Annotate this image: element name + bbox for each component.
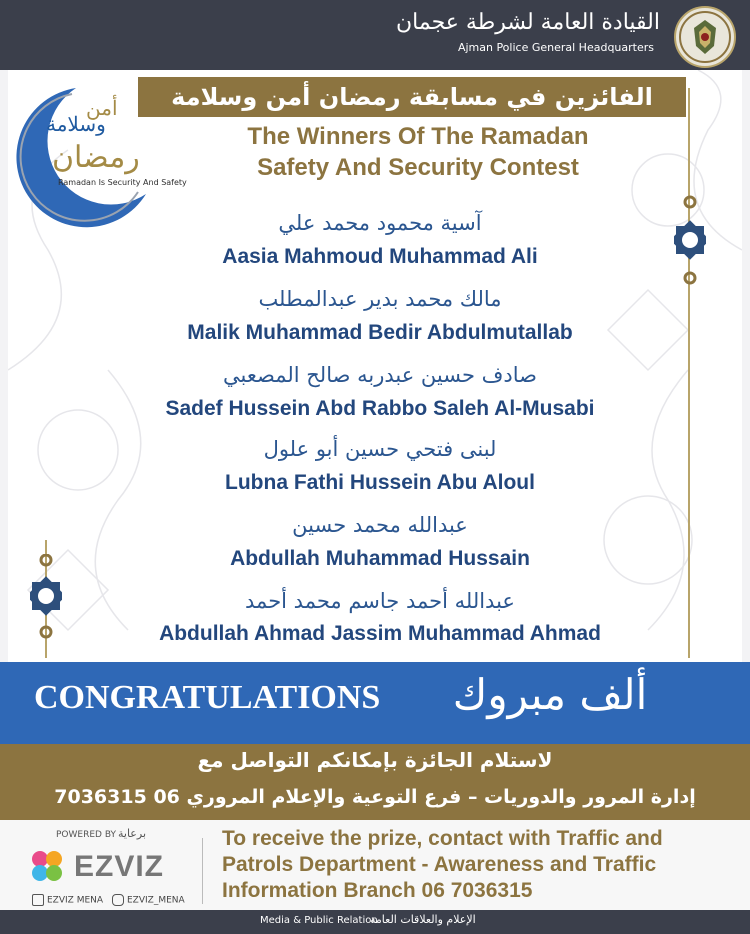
winner-name-en: Abdullah Muhammad Hussain — [230, 547, 530, 570]
contact-line-3: Information Branch 06 7036315 — [222, 879, 533, 902]
winner-name-ar: عبدالله محمد حسين — [292, 513, 468, 537]
footer-text-ar: الإعلام والعلاقات العامة — [370, 913, 476, 926]
winner-name-ar: لبنى فتحي حسين أبو علول — [263, 437, 497, 461]
congratulations-en: CONGRATULATIONS — [34, 679, 381, 716]
instagram-icon — [112, 894, 124, 906]
english-title-line-2: Safety And Security Contest — [257, 154, 579, 181]
english-title — [168, 121, 668, 183]
ornament-right-icon — [674, 194, 706, 286]
powered-by-label-ar: برعاية — [118, 827, 147, 840]
winner-name-en: Lubna Fathi Hussein Abu Aloul — [225, 471, 535, 494]
logo-tagline: Ramadan Is Security And Safety — [58, 178, 187, 187]
logo-text-ar-1: أمن — [86, 96, 118, 120]
winner-name-en: Malik Muhammad Bedir Abdulmutallab — [187, 321, 573, 344]
logo-text-ar-2: وسلامة — [46, 112, 106, 136]
arabic-title-banner: الفائزين في مسابقة رمضان أمن وسلامة — [138, 77, 686, 117]
winner-name-en: Aasia Mahmoud Muhammad Ali — [222, 245, 538, 268]
ornament-left-icon — [30, 554, 62, 640]
english-title-line-1: The Winners Of The Ramadan — [247, 123, 589, 150]
powered-by-label: POWERED BY — [56, 830, 117, 840]
contact-line-1: To receive the prize, contact with Traffic and — [222, 827, 663, 850]
frame-line-right — [688, 88, 690, 658]
winner-name-ar: عبدالله أحمد جاسم محمد أحمد — [245, 589, 515, 613]
ezviz-wordmark: EZVIZ — [74, 850, 165, 883]
winner-name-ar: صادف حسين عبدربه صالح المصعبي — [223, 363, 537, 387]
facebook-icon — [32, 894, 44, 906]
facebook-handle: EZVIZ MENA — [32, 894, 103, 906]
winner-name-ar: آسية محمود محمد علي — [278, 211, 482, 235]
footer-text-en: Media & Public Relation — [260, 915, 378, 926]
header-title-ar: القيادة العامة لشرطة عجمان — [396, 10, 660, 35]
ezviz-logo-icon — [28, 849, 68, 883]
logo-text-ar-3: رمضان — [52, 140, 140, 175]
sponsor-divider — [202, 838, 203, 904]
header-title-en: Ajman Police General Headquarters — [457, 41, 654, 54]
prize-info-ar-line-2: إدارة المرور والدوريات – فرع التوعية والإعلام المروري 06 7036315 — [54, 786, 696, 808]
winner-name-en: Sadef Hussein Abd Rabbo Saleh Al-Musabi — [165, 397, 595, 420]
prize-info-ar-line-1: لاستلام الجائزة بإمكانكم التواصل مع — [197, 748, 553, 772]
instagram-handle: EZVIZ_MENA — [112, 894, 185, 906]
winner-name-ar: مالك محمد بدير عبدالمطلب — [258, 287, 502, 311]
police-emblem-icon — [674, 6, 736, 68]
contact-info-en — [222, 826, 742, 904]
contact-line-2: Patrols Department - Awareness and Traffic — [222, 853, 657, 876]
congratulations-ar: ألف مبروك — [452, 670, 648, 719]
winner-name-en: Abdullah Ahmad Jassim Muhammad Ahmad — [159, 622, 601, 645]
